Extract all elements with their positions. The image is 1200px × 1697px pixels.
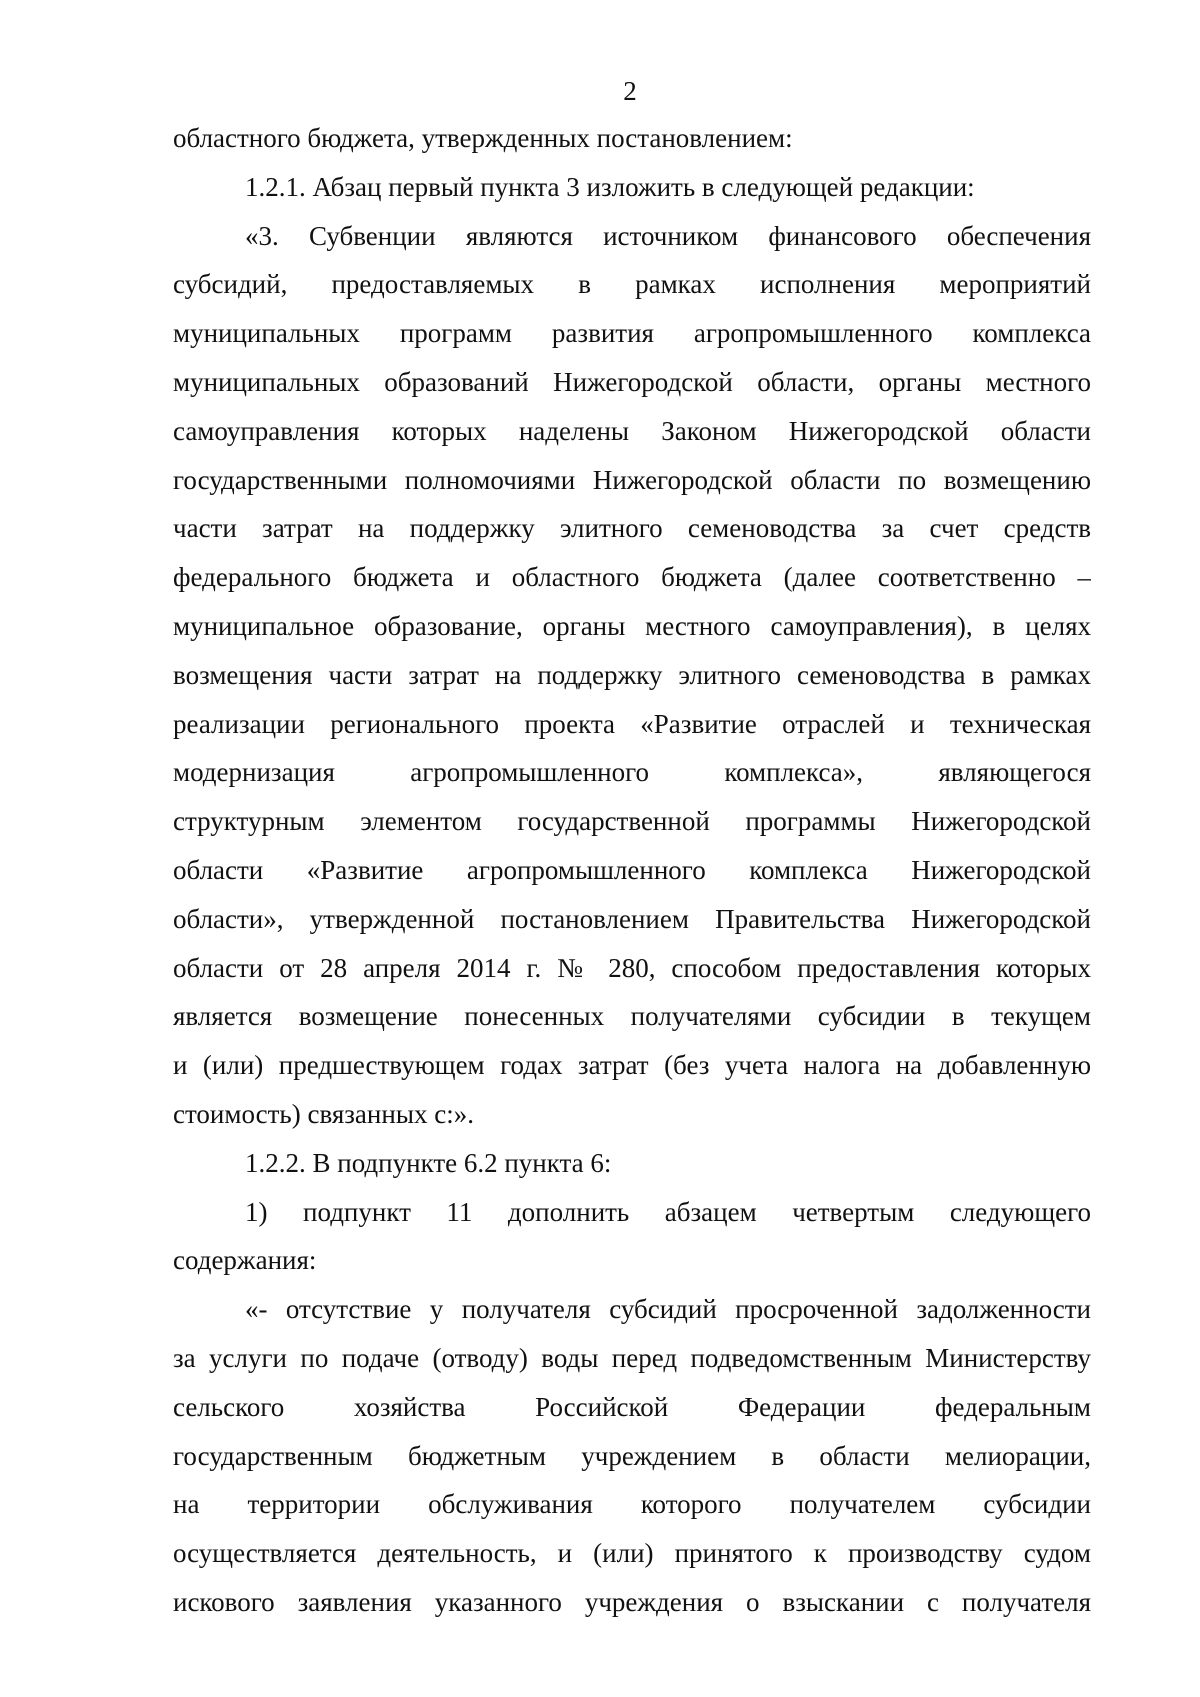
text-line: сельского хозяйства Российской Федерации федеральным — [173, 1391, 1091, 1422]
text-line: областного бюджета, утвержденных постановлением: — [173, 123, 793, 153]
text-line: части затрат на поддержку элитного семеноводства за счет средств — [173, 513, 1091, 544]
text-line: реализации регионального проекта «Развитие отраслей и техническая — [173, 708, 1091, 739]
text-line: содержания: — [173, 1245, 317, 1276]
text-line: государственным бюджетным учреждением в области мелиорации, — [173, 1440, 1091, 1471]
text-line: искового заявления указанного учреждения о взыскании с получателя — [173, 1586, 1091, 1617]
text-line: муниципальных программ развития агропромышленного комплекса — [173, 318, 1091, 349]
text-line: и (или) предшествующем годах затрат (без учета налога на добавленную — [173, 1050, 1091, 1081]
text-line: «- отсутствие у получателя субсидий просроченной задолженности — [245, 1294, 1091, 1325]
text-line: 1.2.2. В подпункте 6.2 пункта 6: — [245, 1147, 612, 1178]
document-body — [173, 114, 1091, 1627]
text-line: области», утвержденной постановлением Правительства Нижегородской — [173, 903, 1091, 934]
text-line: муниципальное образование, органы местного самоуправления), в целях — [173, 610, 1091, 641]
text-line: возмещения части затрат на поддержку элитного семеноводства в рамках — [173, 659, 1091, 690]
text-line: осуществляется деятельность, и (или) принятого к производству судом — [173, 1538, 1091, 1569]
text-line: области «Развитие агропромышленного комплекса Нижегородской — [173, 854, 1091, 885]
text-line: структурным элементом государственной программы Нижегородской — [173, 806, 1091, 837]
page-number: 2 — [623, 76, 637, 106]
text-line: области от 28 апреля 2014 г. № 280, способом предоставления которых — [173, 952, 1091, 983]
text-line: 1.2.1. Абзац первый пункта 3 изложить в следующей редакции: — [245, 171, 975, 202]
text-line: стоимость) связанных с:». — [173, 1098, 474, 1129]
text-line: на территории обслуживания которого получателем субсидии — [173, 1489, 1091, 1520]
text-line: «3. Субвенции являются источником финансового обеспечения — [245, 220, 1091, 251]
text-line: муниципальных образований Нижегородской области, органы местного — [173, 366, 1091, 397]
text-line: за услуги по подаче (отводу) воды перед подведомственным Министерству — [173, 1342, 1091, 1373]
text-line: является возмещение понесенных получателями субсидии в текущем — [173, 1001, 1091, 1032]
text-line: федерального бюджета и областного бюджета (далее соответственно – — [173, 562, 1091, 593]
text-line: государственными полномочиями Нижегородской области по возмещению — [173, 464, 1091, 495]
text-line: модернизация агропромышленного комплекса», являющегося — [173, 757, 1091, 788]
text-line: самоуправления которых наделены Законом Нижегородской области — [173, 415, 1091, 446]
text-line: субсидий, предоставляемых в рамках исполнения мероприятий — [173, 269, 1091, 300]
text-line: 1) подпункт 11 дополнить абзацем четвертым следующего — [245, 1196, 1091, 1227]
